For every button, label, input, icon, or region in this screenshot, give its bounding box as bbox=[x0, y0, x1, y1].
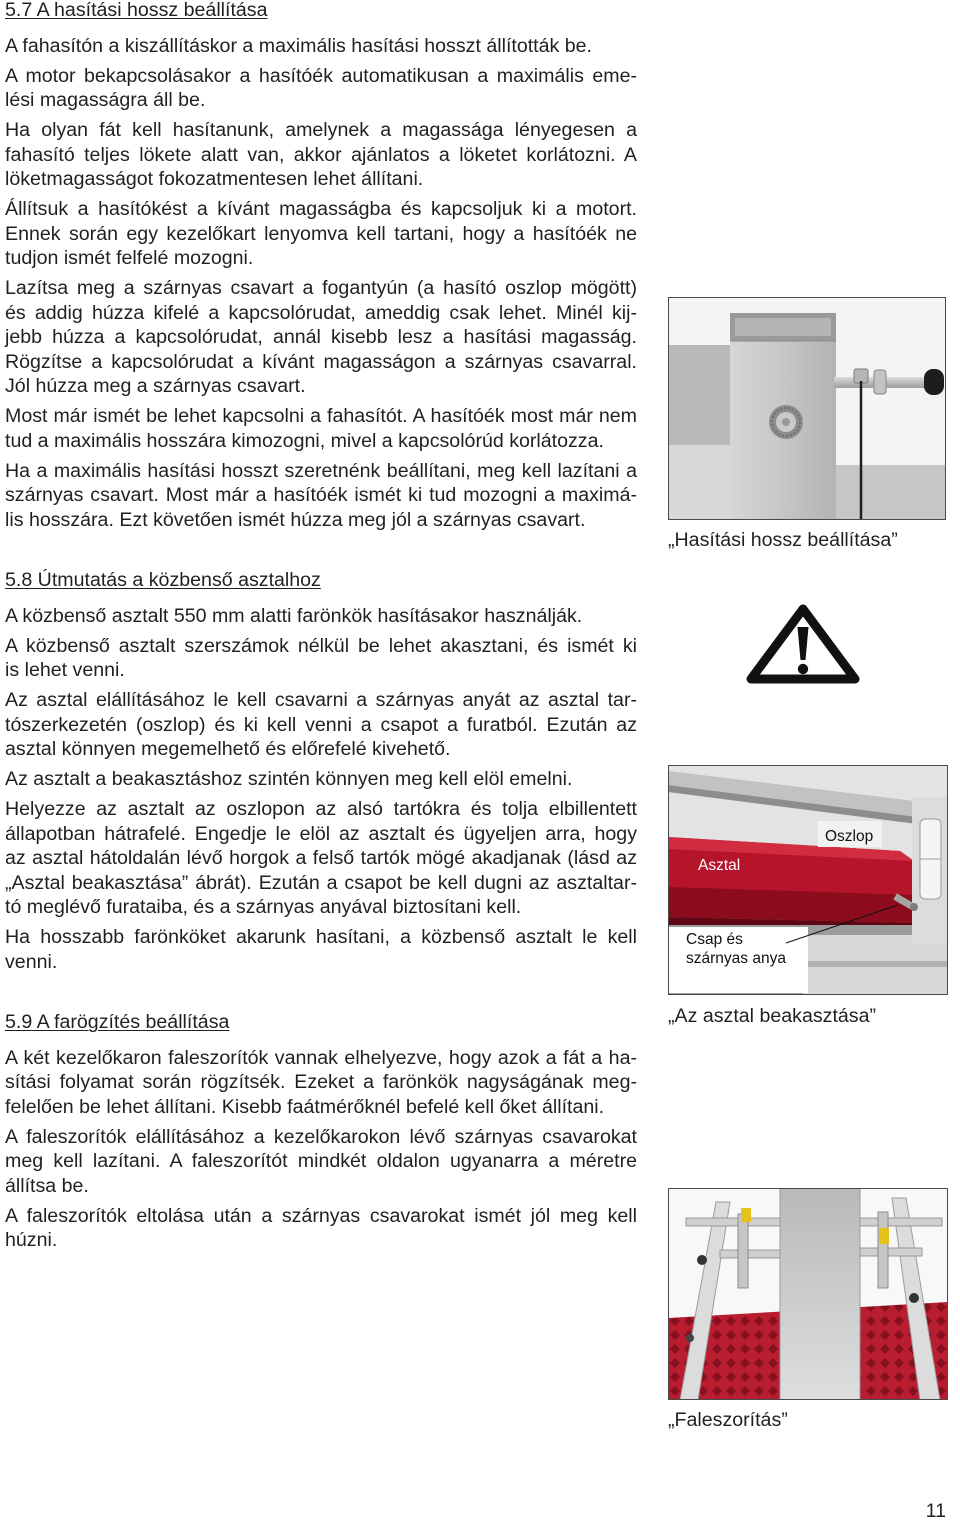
text-line: Állítsuk a hasítókést a kívánt magasságba és kapcsoljuk ki a motort. bbox=[5, 198, 637, 221]
splitter-column bbox=[780, 1188, 860, 1400]
figure-caption: „Hasítási hossz beállítása” bbox=[668, 529, 898, 551]
section-heading: 5.8 Útmutatás a közbenső asztalhoz bbox=[5, 568, 321, 591]
wing-bolt bbox=[769, 405, 803, 439]
text-line: Ha a maximális hasítási hosszt szeretnénk beállítani, meg kell lazítani a bbox=[5, 459, 637, 482]
text-line: A közbenső asztalt szerszámok nélkül be lehet akasztani, és ismét ki bbox=[5, 634, 637, 657]
paragraph bbox=[5, 688, 637, 762]
text-line: Ha olyan fát kell hasítanunk, amelynek a magassága lényegesen a bbox=[5, 119, 637, 142]
photo-table-hanging bbox=[668, 765, 948, 995]
text-line: „Asztal beakasztása” ábrát). Ezután a csapot be kell dugni az asztaltar- bbox=[5, 871, 637, 894]
text-line: tud a maximális hosszára kimozogni, mivel a kapcsolórúd korlátozza. bbox=[5, 429, 604, 452]
text-line: Rögzítse a kapcsolórudat a kívánt magasságon a szárnyas csavarral. bbox=[5, 350, 637, 373]
text-line: Az asztalt a beakasztáshoz szintén könnyen meg kell elöl emelni. bbox=[5, 768, 573, 791]
page-number: 11 bbox=[925, 1500, 946, 1522]
figure-caption: „Az asztal beakasztása” bbox=[668, 1005, 877, 1027]
text-line: lési magasságra áll be. bbox=[5, 89, 206, 112]
text-line: lis hosszára. Ezt követően ismét húzza meg jól a szárnyas csavart. bbox=[5, 508, 586, 531]
section-heading: 5.7 A hasítási hossz beállítása bbox=[5, 0, 268, 21]
text-line: Az asztal elállításához le kell csavarni a szárnyas anyát az asztal tar- bbox=[5, 689, 637, 712]
paragraph bbox=[5, 767, 637, 792]
text-line: Jól húzza meg a szárnyas csavart. bbox=[5, 375, 306, 398]
section-5-9 bbox=[5, 1010, 637, 1253]
column-post bbox=[912, 797, 948, 943]
paragraph bbox=[5, 404, 637, 453]
text-line: A faleszorítók elállításához a kezelőkarokon lévő szárnyas csavarokat bbox=[5, 1125, 637, 1148]
paragraph bbox=[5, 118, 637, 192]
frame-beam-right bbox=[834, 465, 946, 520]
label-table: Asztal bbox=[698, 857, 741, 874]
text-line: meg kell lazítani. A faleszorítót mindkét oldalon ugyanarra a méretre bbox=[5, 1150, 637, 1173]
text-line: és addig húzza kifelé a kapcsolórudat, ameddig csak lehet. Minél kij- bbox=[5, 301, 637, 324]
text-line: A fahasítón a kiszállításkor a maximális hasítási hosszt állították be. bbox=[5, 34, 592, 57]
text-line: Lazítsa meg a szárnyas csavart a fogantyún (a hasító oszlop mögött) bbox=[5, 277, 637, 300]
section-5-7 bbox=[5, 0, 637, 532]
paragraph bbox=[5, 64, 637, 113]
text-line: tó meglévő furataiba, és a szárnyas anyával biztosítani kell. bbox=[5, 896, 522, 919]
section-heading: 5.9 A farögzítés beállítása bbox=[5, 1010, 230, 1033]
text-line: húzni. bbox=[5, 1229, 58, 1252]
paragraph bbox=[5, 34, 637, 59]
text-line: fahasító teljes lökete alatt van, akkor ajánlatos a löketet korlátozni. A bbox=[5, 143, 637, 166]
paragraph bbox=[5, 276, 637, 399]
paragraph bbox=[5, 1046, 637, 1120]
frame-beam-left bbox=[668, 345, 732, 520]
text-line: asztal könnyen megemelhető és előrefelé kivehető. bbox=[5, 738, 451, 761]
label-pin-line1: Csap és bbox=[686, 931, 743, 948]
figure-caption: „Faleszorítás” bbox=[668, 1409, 788, 1431]
text-line: az asztal hátoldalán lévő horgok a felső tartók mögé akadjanak (lásd az bbox=[5, 847, 637, 870]
paragraph bbox=[5, 459, 637, 533]
warning-triangle-icon bbox=[744, 602, 862, 686]
text-line: venni. bbox=[5, 950, 58, 973]
text-line: A két kezelőkaron faleszorítók vannak elhelyezve, hogy azok a fát a ha- bbox=[5, 1046, 637, 1069]
red-table bbox=[668, 837, 914, 931]
photo-log-clamps bbox=[668, 1188, 948, 1400]
text-line: állítsa be. bbox=[5, 1174, 89, 1197]
text-line: is lehet venni. bbox=[5, 659, 125, 682]
text-line: A motor bekapcsolásakor a hasítóék automatikusan a maximális eme- bbox=[5, 64, 637, 87]
text-line: sítási folyamat során rögzítsék. Ezeket a farönkök nagyságának meg- bbox=[5, 1071, 637, 1094]
label-column: Oszlop bbox=[825, 828, 874, 845]
text-line: Most már ismét be lehet kapcsolni a fahasítót. A hasítóék most már nem bbox=[5, 405, 637, 428]
text-line: tószerkezetén (oszlop) és ki kell venni a csapot a furatból. Ezután az bbox=[5, 713, 637, 736]
text-line: A közbenső asztalt 550 mm alatti farönkök hasításakor használják. bbox=[5, 604, 583, 627]
photo-stroke-length-adjustment bbox=[668, 297, 946, 520]
section-5-8 bbox=[5, 568, 637, 975]
text-line: jebb húzza a kapcsolórudat, annál kisebb lesz a hasítási magasság. bbox=[5, 326, 637, 349]
text-line: Helyezze az asztalt az oszlopon az alsó tartókra és tolja elbillentett bbox=[5, 798, 637, 821]
paragraph bbox=[5, 797, 637, 920]
text-line: tudjon ismét felfelé mozogni. bbox=[5, 247, 254, 270]
paragraph bbox=[5, 925, 637, 974]
text-line: Ennek során egy kezelőkart lenyomva kell tartani, hogy a hasítóék ne bbox=[5, 222, 637, 245]
paragraph bbox=[5, 1125, 637, 1199]
paragraph bbox=[5, 1204, 637, 1253]
label-pin-line2: szárnyas anya bbox=[686, 950, 786, 967]
text-line: löketmagasságot fokozatmentesen lehet állítani. bbox=[5, 168, 424, 191]
text-line: Ha hosszabb farönköket akarunk hasítani, a közbenső asztalt le kell bbox=[5, 926, 637, 949]
text-line: állapotban hátrafelé. Engedje le elöl az asztalt és ügyeljen arra, hogy bbox=[5, 822, 637, 845]
text-line: A faleszorítók eltolása után a szárnyas csavarokat ismét jól meg kell bbox=[5, 1204, 637, 1227]
paragraph bbox=[5, 604, 637, 629]
text-line: felelően be lehet állítani. Kisebb faátmérőknél befelé kell őket állítani. bbox=[5, 1095, 605, 1118]
paragraph bbox=[5, 197, 637, 271]
paragraph bbox=[5, 634, 637, 683]
text-line: szárnyas csavart. Most már a hasítóék ismét ki tud mozogni a maximá- bbox=[5, 484, 637, 507]
